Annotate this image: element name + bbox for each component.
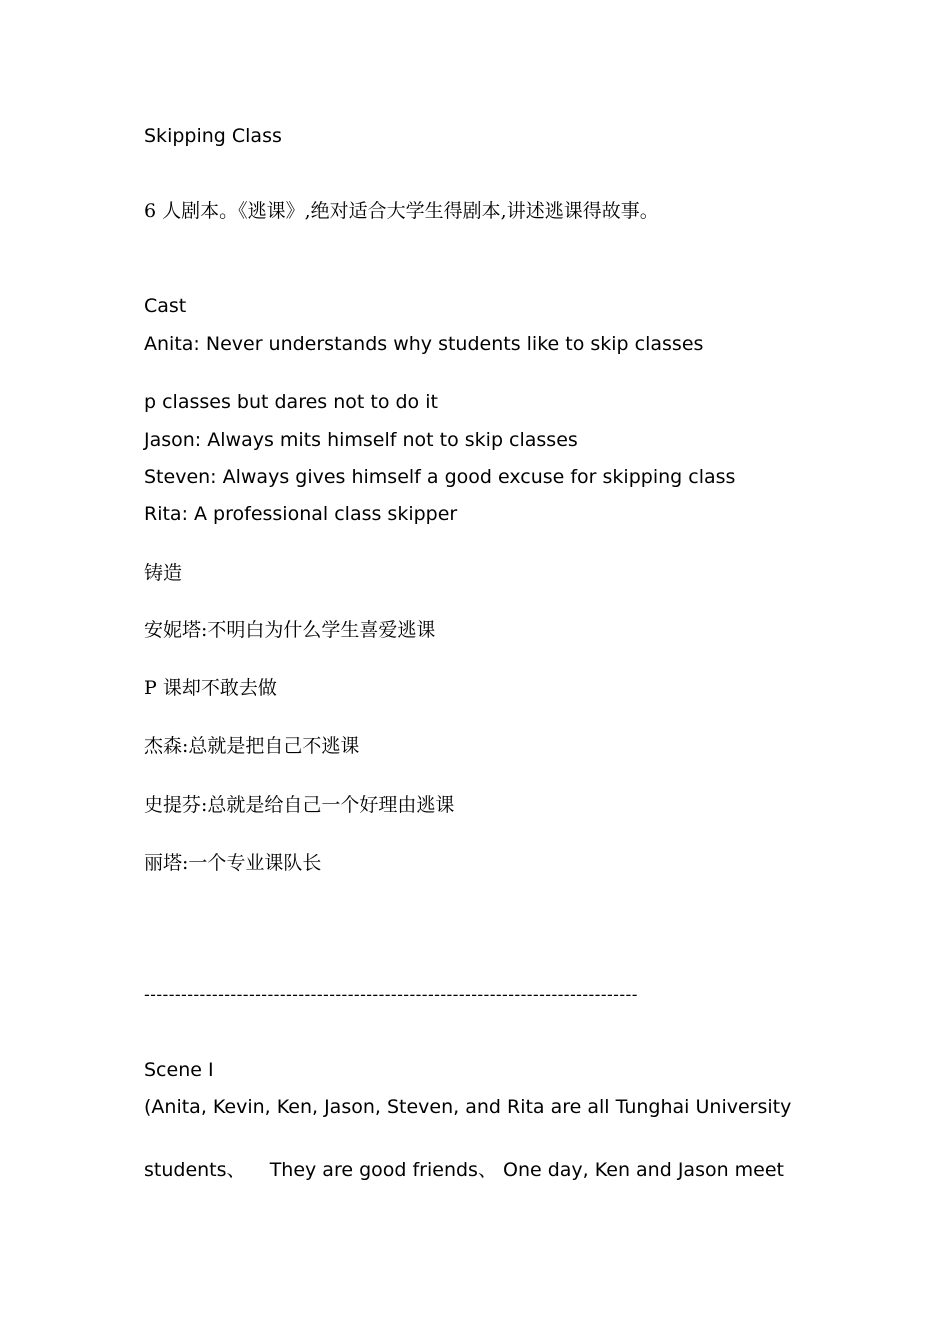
cast-line-fragment: p classes but dares not to do it	[144, 391, 438, 413]
cast-line-zh-steven: 史提芬:总就是给自己一个好理由逃课	[144, 794, 455, 816]
cast-heading-zh: 铸造	[144, 562, 183, 584]
document-title: Skipping Class	[144, 125, 282, 147]
cast-line-zh-rita: 丽塔:一个专业课队长	[144, 852, 322, 874]
scene-text-line-2: students、 They are good friends、 One day, Ken and Jason meet	[144, 1159, 785, 1181]
cast-line-steven: Steven: Always gives himself a good excuse for skipping class	[144, 466, 736, 488]
cast-line-zh-anita: 安妮塔:不明白为什么学生喜爱逃课	[144, 619, 436, 641]
scene-text-line-1: (Anita, Kevin, Ken, Jason, Steven, and Rita are all Tunghai University	[144, 1096, 792, 1118]
cast-line-rita: Rita: A professional class skipper	[144, 503, 458, 525]
section-divider: --------------------------------------------------------------------------------	[144, 985, 638, 1004]
cast-line-anita: Anita: Never understands why students like to skip classes	[144, 333, 704, 355]
scene-heading: Scene I	[144, 1059, 214, 1081]
cast-line-zh-fragment: P 课却不敢去做	[144, 677, 277, 699]
cast-heading: Cast	[144, 295, 187, 317]
cast-line-zh-jason: 杰森:总就是把自己不逃课	[144, 735, 360, 757]
cast-line-jason: Jason: Always mits himself not to skip classes	[144, 429, 578, 451]
intro-paragraph: 6 人剧本。《逃课》,绝对适合大学生得剧本,讲述逃课得故事。	[144, 200, 659, 222]
